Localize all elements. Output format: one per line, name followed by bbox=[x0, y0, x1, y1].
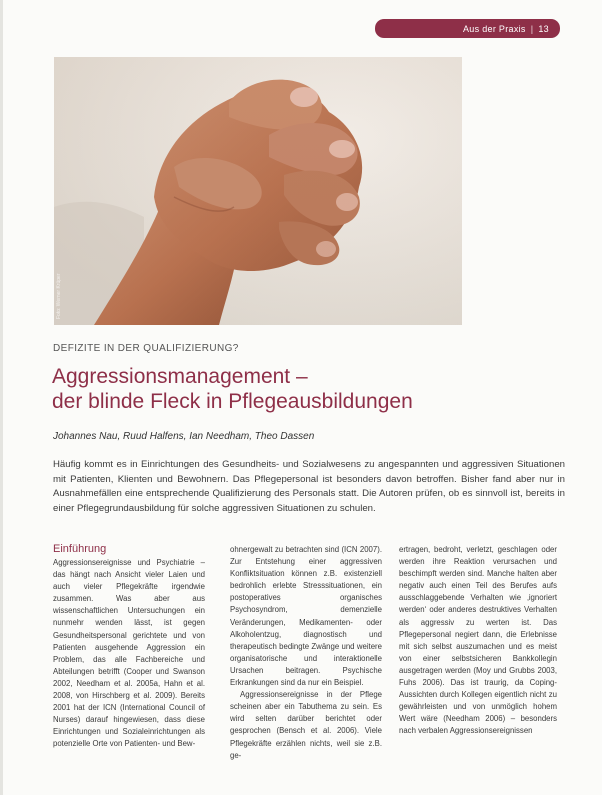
section-badge bbox=[375, 19, 560, 38]
badge-separator: | bbox=[530, 23, 534, 34]
body-column-1 bbox=[53, 557, 205, 751]
article-kicker: DEFIZITE IN DER QUALIFIZIERUNG? bbox=[53, 343, 239, 354]
body-column-3 bbox=[399, 544, 557, 738]
fist-illustration bbox=[54, 57, 462, 325]
page-edge bbox=[0, 0, 3, 795]
page-number: 13 bbox=[538, 23, 549, 34]
fist-photo bbox=[54, 57, 462, 325]
section-heading: Einführung bbox=[53, 543, 107, 555]
photo-credit: Foto: Werner Krüper bbox=[56, 273, 62, 319]
article-lead: Häufig kommt es in Einrichtungen des Gesundheits- und Sozialwesens zu angespannten und aggressiven Situationen mit Patienten, Klienten und Bewohnern. Das Pflegepersonal ist besonders davon betroffen. Bisher fand aber nur in Ausnahmefällen eine entsprechende Qualifizierung des Personals statt. Die Autoren prüfen, ob es sinnvoll ist, bereits in einer Pflegegrundausbildung für solche aggressiven Situationen zu schulen. bbox=[53, 459, 565, 514]
article-authors: Johannes Nau, Ruud Halfens, Ian Needham, Theo Dassen bbox=[53, 431, 315, 442]
body-paragraph: ohnergewalt zu betrachten sind (ICN 2007). Zur Entstehung einer aggressiven Konfliktsituation können z.B. existenziell bedrohlich erlebte Stresssituationen, ein postoperatives organisches Psychosyndrom, demenzielle Veränderungen, Medikamenten- oder Alkoholentzug, diagnostisch und therapeutisch bedingte Zwänge und weitere organisatorische und interaktionelle Ursachen beitragen. Psychische Erkrankungen sind da nur ein Beispiel. bbox=[230, 545, 382, 688]
body-paragraph: ertragen, bedroht, verletzt, geschlagen oder werden ihre Reaktion verursachen und beschimpft werden sind. Manche halten aber negativ auch einen Teil des Berufes aufs ausschlaggebende Verhalten wie ‚ignoriert werden‘ oder anderes destruktives Verhalten als aggressiv zu werten ist. Das Pflegepersonal negiert dann, die Erlebnisse mit sich selbst auszumachen und es meist von einer selbstsicheren Bankkollegin ausgetragen werden (Moy und Grubbs 2003, Fuhs 2006). Das ist traurig, da Coping-Aussichten durch Kollegen eigentlich nicht zu gewährleisten und von unmöglich hohem Wert wäre (Needham 2006) – besonders nach verbalen Aggressionsereignissen bbox=[399, 545, 557, 736]
title-line-2: der blinde Fleck in Pflegeausbildungen bbox=[52, 390, 413, 413]
section-label: Aus der Praxis bbox=[463, 23, 526, 34]
body-paragraph: Aggressionsereignisse und Psychiatrie – das hängt nach Ansicht vieler Laien und auch vieler Pflegekräfte irgendwie zusammen. Was aber aus wissenschaftlichen Untersuchungen ein nunmehr wenden lässt, ist gegen Gesundheitspersonal gerichtete und von Patienten ausgehende Aggression ein Problem, das alle Fachbereiche und Abteilungen betrifft (Cooper und Swanson 2002, Needham et al. 2005a, Hahn et al. 2008, von Hirschberg et al. 2009). Bereits 2001 hat der ICN (International Council of Nurses) darauf hingewiesen, dass diese Einrichtungen und Sozialeinrichtungen als potenzielle Orte von Patienten- und Bew- bbox=[53, 558, 205, 749]
body-paragraph: Aggressionsereignisse in der Pflege scheinen aber ein Tabuthema zu sein. Es wird selten darüber berichtet oder gesprochen (Bensch et al. 2006). Viele Pflegekräfte erzählen nichts, weil sie z.B. ge- bbox=[230, 690, 382, 760]
body-column-2 bbox=[230, 544, 382, 762]
title-line-1: Aggressionsmanagement – bbox=[52, 365, 308, 388]
article-title bbox=[52, 364, 413, 414]
